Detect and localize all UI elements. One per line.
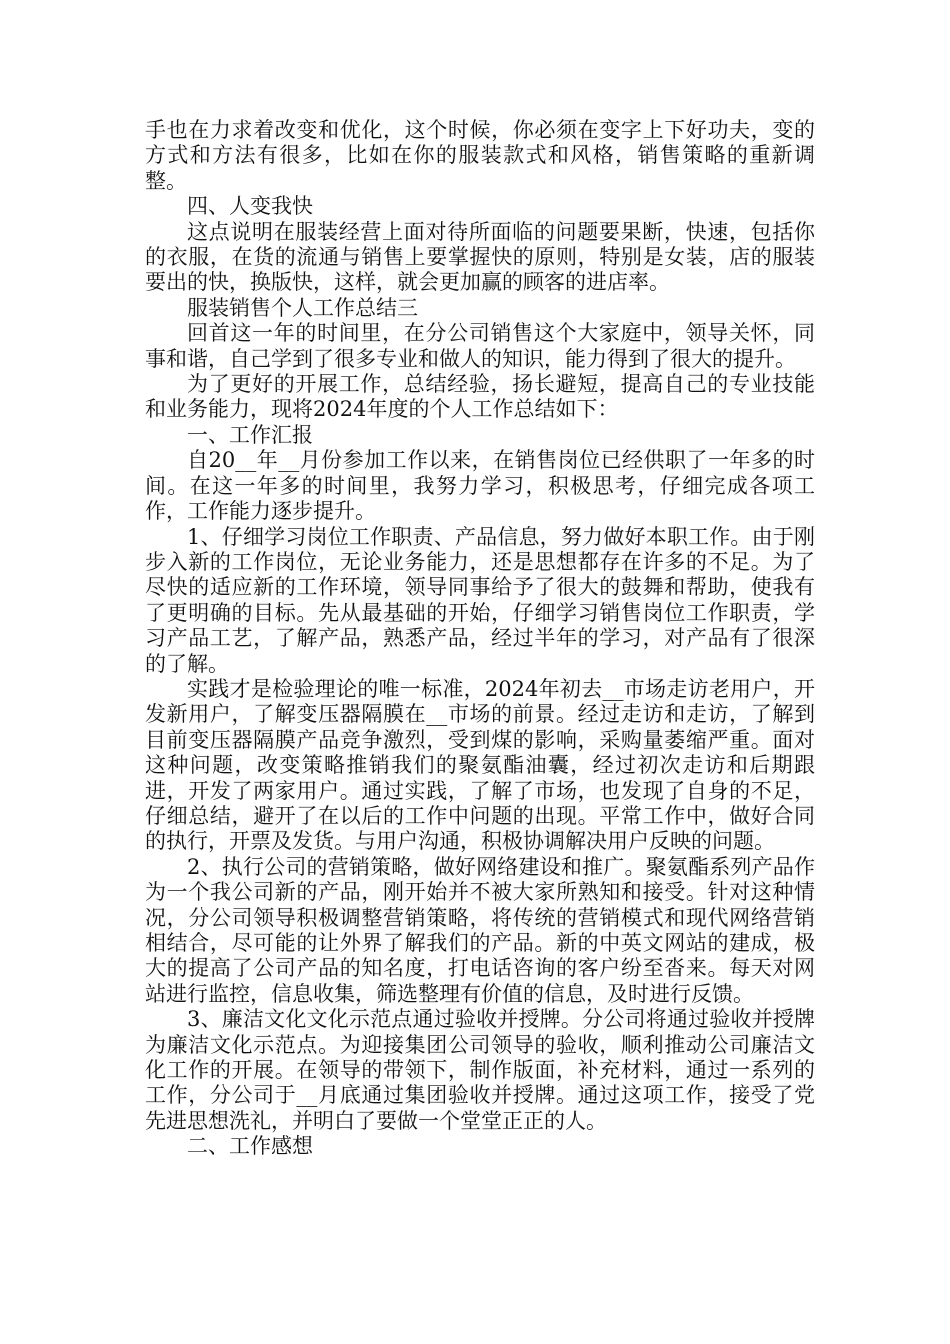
- paragraph: 实践才是检验理论的唯一标准，2024年初去__市场走访老用户，开发新用户，了解变压器隔膜在__市场的前景。经过走访和走访，了解到目前变压器隔膜产品竞争激烈，受到煤的影响，采购量萎缩严重。面对这种问题，改变策略推销我们的聚氨酯油囊，经过初次走访和后期跟进，开发了两家用户。通过实践，了解了市场，也发现了自身的不足，仔细总结，避开了在以后的工作中问题的出现。平常工作中，做好合同的执行，开票及发货。与用户沟通，积极协调解决用户反映的问题。: [145, 676, 815, 854]
- paragraph: 为了更好的开展工作，总结经验，扬长避短，提高自己的专业技能和业务能力，现将2024年度的个人工作总结如下：: [145, 372, 815, 422]
- heading-work-report: 一、工作汇报: [187, 422, 313, 447]
- paragraph: 1、仔细学习岗位工作职责、产品信息，努力做好本职工作。由于刚步入新的工作岗位，无论业务能力，还是思想都存在许多的不足。为了尽快的适应新的工作环境，领导同事给予了很大的鼓舞和帮助，使我有了更明确的目标。先从最基础的开始，仔细学习销售岗位工作职责，学习产品工艺，了解产品，熟悉产品，经过半年的学习，对产品有了很深的了解。: [145, 524, 815, 676]
- heading-work-reflections: 二、工作感想: [187, 1134, 313, 1159]
- document-page: [145, 118, 815, 1160]
- paragraph: 2、执行公司的营销策略，做好网络建设和推广。聚氨酯系列产品作为一个我公司新的产品，刚开始并不被大家所熟知和接受。针对这种情况，分公司领导积极调整营销策略，将传统的营销模式和现代网络营销相结合，尽可能的让外界了解我们的产品。新的中英文网站的建成，极大的提高了公司产品的知名度，打电话咨询的客户纷至沓来。每天对网站进行监控，信息收集，筛选整理有价值的信息，及时进行反馈。: [145, 854, 815, 1006]
- paragraph: 自20__年__月份参加工作以来，在销售岗位已经供职了一年多的时间。在这一年多的时间里，我努力学习，积极思考，仔细完成各项工作，工作能力逐步提升。: [145, 448, 815, 524]
- document-title: 服装销售个人工作总结三: [187, 295, 418, 320]
- paragraph: 3、廉洁文化文化示范点通过验收并授牌。分公司将通过验收并授牌为廉洁文化示范点。为迎接集团公司领导的验收，顺利推动公司廉洁文化工作的开展。在领导的带领下，制作版面，补充材料，通过一系列的工作，分公司于__月底通过集团验收并授牌。通过这项工作，接受了党先进思想洗礼，并明白了要做一个堂堂正正的人。: [145, 1007, 815, 1133]
- heading-section-four: 四、人变我快: [187, 194, 313, 219]
- paragraph-continued: 手也在力求着改变和优化，这个时候，你必须在变字上下好功夫，变的方式和方法有很多，比如在你的服装款式和风格，销售策略的重新调整。: [145, 118, 815, 193]
- paragraph: 这点说明在服装经营上面对待所面临的问题要果断，快速，包括你的衣服，在货的流通与销售上要掌握快的原则，特别是女装，店的服装要出的快，换版快，这样，就会更加赢的顾客的进店率。: [145, 219, 815, 295]
- paragraph: 回首这一年的时间里，在分公司销售这个大家庭中，领导关怀，同事和谐，自己学到了很多专业和做人的知识，能力得到了很大的提升。: [145, 321, 815, 371]
